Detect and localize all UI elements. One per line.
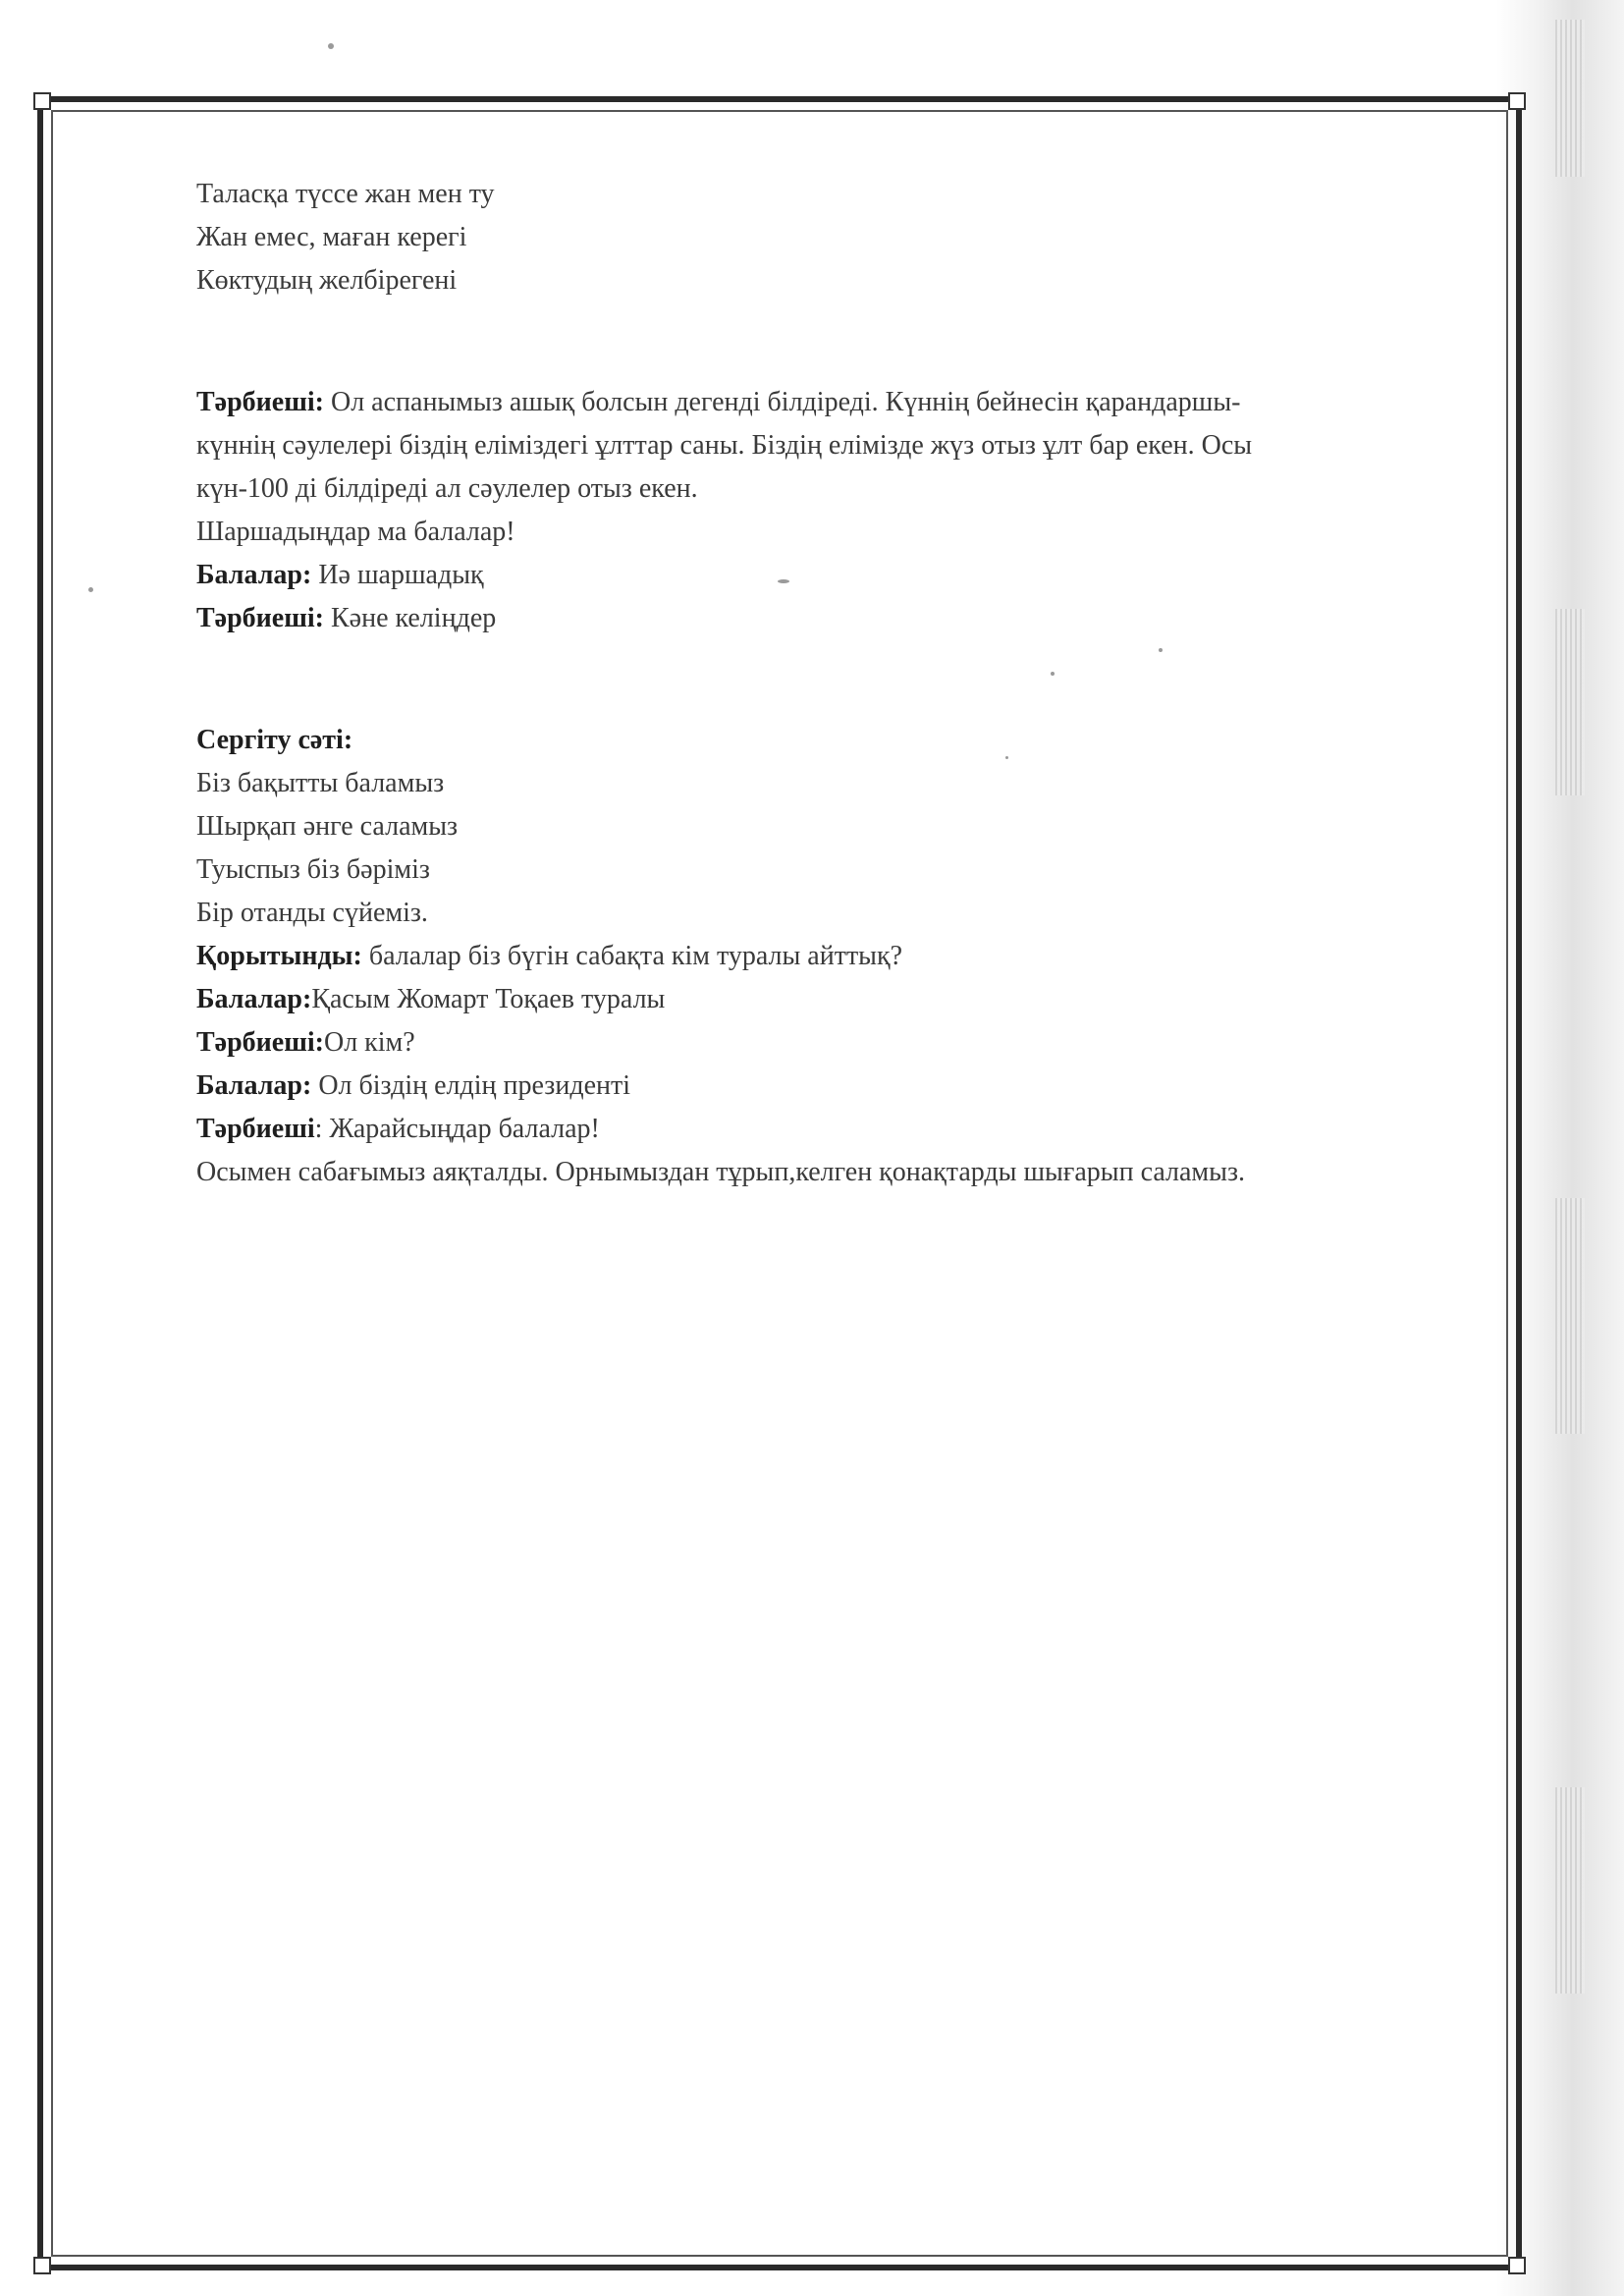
scan-streak xyxy=(1555,609,1585,795)
speaker-label: Қорытынды: xyxy=(196,941,362,971)
border-corner-ornament xyxy=(33,92,51,110)
border-corner-ornament xyxy=(1508,92,1526,110)
border-corner-ornament xyxy=(33,2257,51,2274)
speech-text: : Жарайсыңдар балалар! xyxy=(314,1114,600,1144)
paragraph-line: күннің сәулелері біздің еліміздегі ұлттар саны. Біздің елімізде жүз отыз ұлт бар екен. Осы xyxy=(196,430,1253,461)
conclusion-line xyxy=(196,935,1473,978)
speech-text: Иә шаршадық xyxy=(311,560,484,590)
scan-speck xyxy=(88,587,93,592)
teacher-line xyxy=(196,1021,1473,1065)
speaker-label: Тәрбиеші xyxy=(196,1114,315,1144)
exercise-line: Бір отанды сүйеміз. xyxy=(196,898,428,928)
speaker-label: Тәрбиеші: xyxy=(196,603,324,633)
scan-streak xyxy=(1555,1198,1585,1434)
document-body xyxy=(196,173,1473,1194)
speaker-label: Балалар: xyxy=(196,560,312,590)
teacher-line xyxy=(196,381,1473,424)
speech-text: Ол аспанымыз ашық болсын дегенді білдіреді. Күннің бейнесін қарандаршы- xyxy=(323,387,1241,417)
poem-line: Жан емес, маған керегі xyxy=(196,222,467,252)
section-heading xyxy=(196,719,1473,762)
teacher-line xyxy=(196,1108,1473,1151)
exercise-line: Туыспыз біз бәріміз xyxy=(196,854,430,885)
children-line xyxy=(196,978,1473,1021)
scan-speck xyxy=(328,43,334,49)
exercise-line: Шырқап әнге саламыз xyxy=(196,811,459,842)
speech-text: Ол біздің елдің президенті xyxy=(311,1070,630,1101)
speaker-label: Балалар: xyxy=(196,1070,312,1101)
speaker-label: Балалар: xyxy=(196,984,312,1014)
closing-line: Осымен сабағымыз аяқталды. Орнымыздан тұрып,келген қонақтарды шығарып саламыз. xyxy=(196,1157,1246,1187)
speech-text: балалар біз бүгін сабақта кім туралы айттық? xyxy=(361,941,903,971)
poem-line: Көктудың желбірегені xyxy=(196,265,458,296)
children-line xyxy=(196,554,1473,597)
exercise-heading: Сергіту сәті: xyxy=(196,725,353,755)
exercise-line: Біз бақытты баламыз xyxy=(196,768,445,798)
poem-line: Таласқа түссе жан мен ту xyxy=(196,179,495,209)
scan-streak xyxy=(1555,1787,1585,1994)
speaker-label: Тәрбиеші: xyxy=(196,387,324,417)
border-corner-ornament xyxy=(1508,2257,1526,2274)
children-line xyxy=(196,1065,1473,1108)
speaker-label: Тәрбиеші: xyxy=(196,1027,324,1058)
speech-text: Кәне келіңдер xyxy=(323,603,497,633)
paragraph-line: Шаршадыңдар ма балалар! xyxy=(196,517,515,547)
speech-text: Қасым Жомарт Тоқаев туралы xyxy=(311,984,666,1014)
paragraph-line: күн-100 ді білдіреді ал сәулелер отыз екен. xyxy=(196,473,698,504)
teacher-line xyxy=(196,597,1473,640)
scan-streak xyxy=(1555,20,1585,177)
speech-text: Ол кім? xyxy=(323,1027,415,1058)
